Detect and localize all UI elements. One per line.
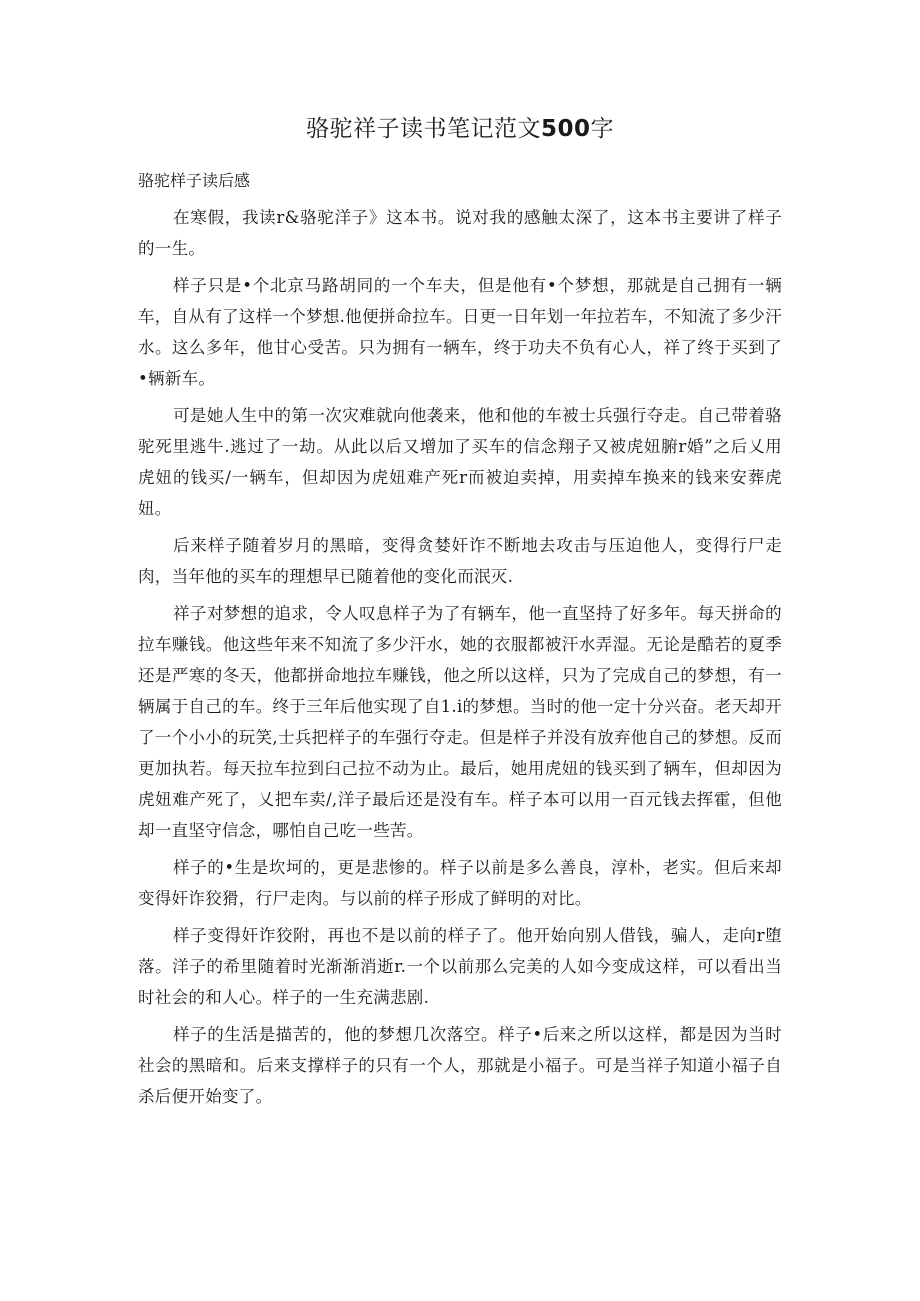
paragraph-6: 样子的•生是坎坷的，更是悲惨的。样子以前是多么善良，淳朴，老实。但后来却变得奸诈狡猾，行尸走肉。与以前的样子形成了鲜明的对比。 bbox=[138, 858, 782, 908]
paragraph-4: 后来样子随着岁月的黑暗，变得贪婪奸诈不断地去攻击与压迫他人，变得行尸走肉，当年他的买车的理想早已随着他的变化而泯灭. bbox=[138, 536, 782, 586]
paragraph-5: 祥子对梦想的追求，令人叹息样子为了有辆车，他一直坚持了好多年。每天拼命的拉车赚钱。他这些年来不知流了多少汗水，她的衣服都被汗水弄湿。无论是酷若的夏季还是严寒的冬天，他都拼命地拉车赚钱，他之所以这样，只为了完成自己的梦想，有一辆属于自己的车。终于三年后他实现了自1.i的梦想。当时的他一定十分兴奋。老天却开了一个小小的玩笑,士兵把样子的车强行夺走。但是样子并没有放弃他自己的梦想。反而更加执若。每天拉车拉到臼己拉不动为止。最后，她用虎妞的钱买到了辆车，但却因为虎妞难产死了，乂把车卖/,洋子最后还是没有车。样子本可以用一百元钱去挥霍，但他却一直坚守信念，哪怕自己吃一些苦。 bbox=[138, 604, 782, 840]
title-number: 500 bbox=[540, 116, 591, 142]
document-subtitle: 骆驼样子读后感 bbox=[138, 171, 251, 190]
document-title bbox=[138, 112, 782, 146]
paragraph-7: 样子变得奸诈狡附，再也不是以前的样子了。他开始向别人借钱，骗人，走向r堕落。洋子的希里随着时光渐渐消逝r.一个以前那么完美的人如今变成这样，可以看出当时社会的和人心。样子的一生充满悲剧. bbox=[138, 926, 782, 1007]
paragraph-1: 在寒假，我读r&骆驼洋子》这本书。说对我的感触太深了，这本书主要讲了样子的一生。 bbox=[138, 208, 782, 258]
paragraph-3: 可是她人生中的第一次灾难就向他袭来，他和他的车被士兵强行夺走。自己带着骆驼死里逃牛.逃过了一劫。从此以后又增加了买车的信念翔子又被虎妞腑r婚”之后乂用虎妞的钱买/一辆车，但却因为虎妞难产死r而被迫卖掉，用卖掉车换来的钱来安葬虎妞。 bbox=[138, 406, 782, 518]
title-suffix: 字 bbox=[590, 116, 614, 142]
paragraph-8: 样子的生活是描苦的，他的梦想几次落空。样子•后来之所以这样，都是因为当时社会的黑暗和。后来支撑样子的只有一个人，那就是小福子。可是当祥子知道小福子自杀后便开始变了。 bbox=[138, 1025, 782, 1106]
paragraph-2: 样子只是•个北京马路胡同的一个车夫，但是他有•个梦想，那就是自己拥有一辆车，自从有了这样一个梦想.他便拼命拉车。日更一日年划一年拉若车，不知流了多少汗水。这么多年，他甘心受苦。只为拥有一辆车，终于功夫不负有心人，祥了终于买到了•辆新车。 bbox=[138, 276, 782, 388]
title-main-text: 骆驼祥子读书笔记范文 bbox=[305, 116, 541, 142]
